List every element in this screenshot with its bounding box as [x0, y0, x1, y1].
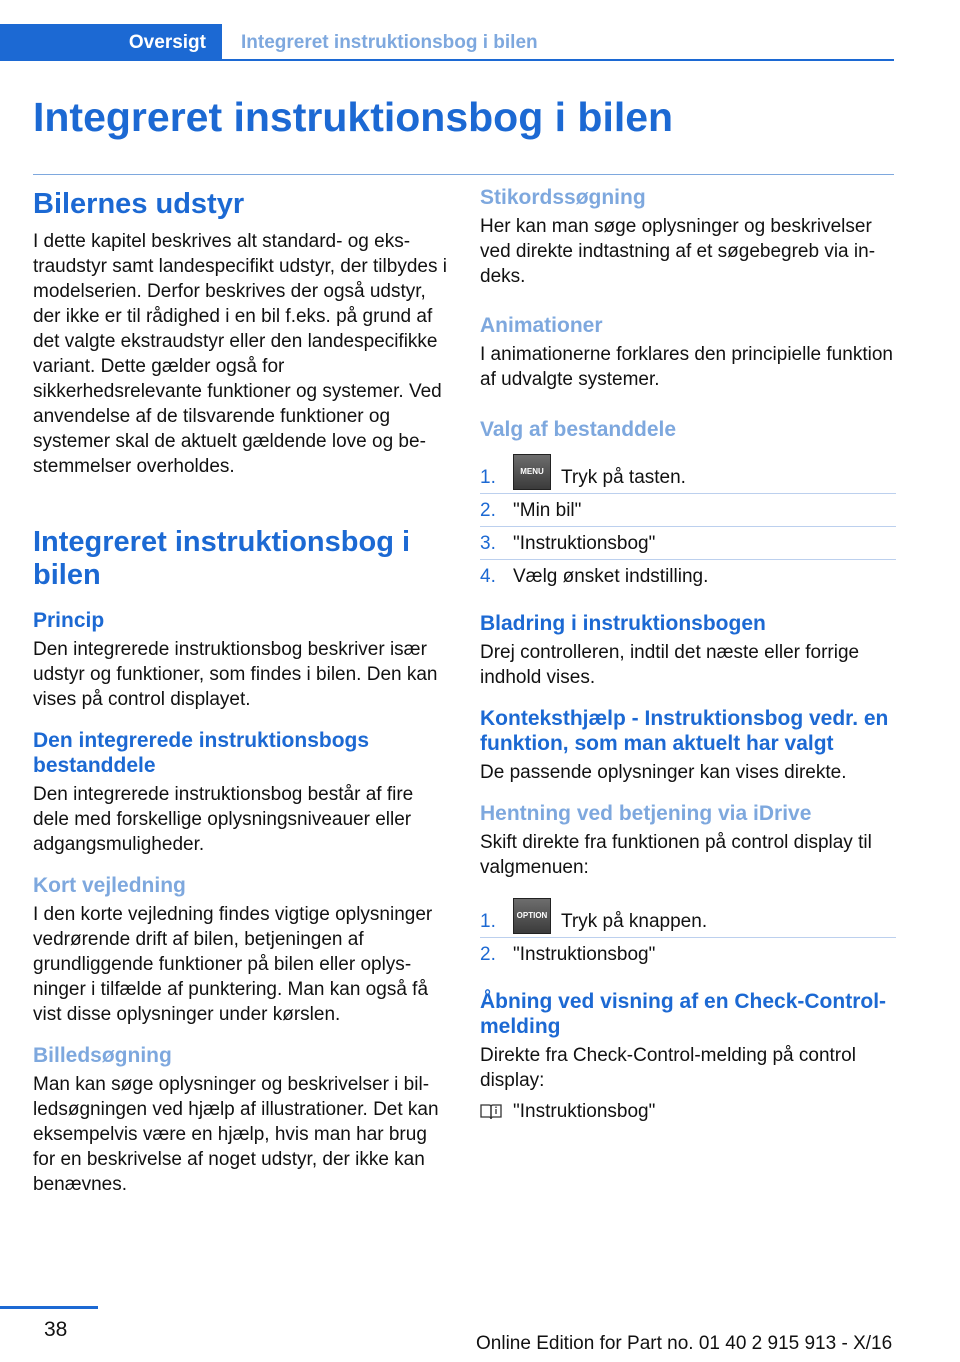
- list-item: [480, 498, 896, 523]
- step-text: Tryk på knappen.: [561, 911, 708, 932]
- page-number: 38: [44, 1318, 68, 1341]
- step-text: "Instruktionsbog": [513, 533, 656, 554]
- step-number: 2.: [480, 500, 496, 521]
- right-column: [480, 182, 896, 1124]
- option-key-icon: OPTION: [513, 898, 551, 934]
- idrive-steps-list: [480, 898, 896, 967]
- heading-integrated: Integreret instruktionsbog i bilen: [33, 526, 411, 591]
- check-control-item-text: "Instruktionsbog": [513, 1101, 656, 1122]
- heading-parts: Den integrerede instruktionsbogs bestanddele: [33, 729, 370, 777]
- paragraph-check-control: Direkte fra Check-Control-melding på control display:: [480, 1045, 856, 1091]
- footer-rule: [0, 1306, 98, 1309]
- heading-idrive: Hentning ved betjening via iDrive: [480, 802, 812, 825]
- paragraph-idrive: Skift direkte fra funktionen på control display til valgmenuen:: [480, 832, 872, 878]
- step-number: 2.: [480, 944, 496, 965]
- item-rule: [480, 526, 896, 527]
- heading-short-guide: Kort vejledning: [33, 874, 186, 897]
- heading-image-search: Billedsøgning: [33, 1044, 172, 1067]
- heading-animations: Animationer: [480, 314, 603, 337]
- header-chapter-title: Integreret instruktionsbog i bilen: [241, 32, 538, 53]
- item-rule: [480, 493, 896, 494]
- paragraph-image-search: Man kan søge oplysninger og beskrivelser i billedsøgningen ved hjælp af illustrationer. Det kan eksempelvis være en hjælp, hvis man har brug for en beskrivelse af noget udstyr, der ikke kan benævnes.: [33, 1074, 439, 1195]
- step-text: "Min bil": [513, 500, 582, 521]
- heading-browse: Bladring i instruktionsbogen: [480, 612, 766, 635]
- book-icon: [480, 1104, 502, 1120]
- heading-keyword-search: Stikordssøgning: [480, 186, 646, 209]
- list-item: [480, 942, 896, 967]
- list-item: [480, 898, 896, 934]
- list-item: [480, 454, 896, 490]
- paragraph-principle: Den integrerede instruktionsbog beskriver især udstyr og funktioner, som findes i bilen. Den kan vises på control displayet.: [33, 639, 438, 710]
- step-text: Tryk på tasten.: [561, 467, 686, 488]
- item-rule: [480, 559, 896, 560]
- page-title: Integreret instruktionsbog i bilen: [33, 94, 674, 140]
- edition-note: Online Edition for Part no. 01 40 2 915 913 - X/16: [476, 1333, 893, 1354]
- paragraph-keyword-search: Her kan man søge oplysninger og beskrivelser ved direkte indtastning af et søgebegreb via indeks.: [480, 216, 876, 287]
- paragraph-parts: Den integrerede instruktionsbog består af fire dele med forskellige oplysningsniveauer eller adgangsmuligheder.: [33, 784, 414, 855]
- item-rule: [480, 937, 896, 938]
- left-column: [33, 182, 448, 1197]
- step-text: "Instruktionsbog": [513, 944, 656, 965]
- heading-select-parts: Valg af bestanddele: [480, 418, 677, 441]
- header-rule: [222, 59, 894, 61]
- list-item: [480, 531, 896, 556]
- paragraph-context-help: De passende oplysninger kan vises direkte.: [480, 762, 847, 783]
- paragraph-animations: I animationerne forklares den principielle funktion af udvalgte systemer.: [480, 344, 893, 390]
- title-rule: [33, 174, 894, 175]
- step-number: 4.: [480, 566, 496, 587]
- step-number: 3.: [480, 533, 496, 554]
- list-item: [480, 564, 896, 589]
- step-number: 1.: [480, 911, 496, 932]
- running-header: [0, 24, 894, 62]
- heading-check-control: Åbning ved visning af en Check-Control-melding: [480, 990, 887, 1038]
- select-steps-list: [480, 454, 896, 589]
- paragraph-equipment: I dette kapitel beskrives alt standard- og ekstraudstyr samt landespecifikt udstyr, der tilbydes i modelserien. Derfor beskrives der også udstyr, der ikke er til rådighed i en bil f.eks. på grund af det valgte ekstraudstyr eller den landespecifikke variant. Dette gælder også for sikkerhedsrelevante funktioner og systemer. Ved anvendelse af de tilsvarende funktioner og systemer skal de aktuelt gældende love og bestemmelser overholdes.: [33, 231, 447, 477]
- heading-principle: Princip: [33, 609, 105, 632]
- paragraph-browse: Drej controlleren, indtil det næste eller forrige indhold vises.: [480, 642, 860, 688]
- paragraph-short-guide: I den korte vejledning findes vigtige oplysninger vedrørende drift af bilen, betjeningen af grundliggende funktioner på bilen eller oplysninger i tilfælde af punktering. Man kan også få vist disse oplysninger under kørslen.: [33, 904, 433, 1025]
- check-control-item: [480, 1099, 896, 1124]
- heading-context-help: Konteksthjælp - Instruktionsbog vedr. en funktion, som man aktuelt har valgt: [480, 707, 889, 755]
- step-text: Vælg ønsket indstilling.: [513, 566, 709, 587]
- step-number: 1.: [480, 467, 496, 488]
- menu-key-icon: MENU: [513, 454, 551, 490]
- heading-equipment: Bilernes udstyr: [33, 188, 245, 220]
- header-section-tab: Oversigt: [0, 24, 222, 61]
